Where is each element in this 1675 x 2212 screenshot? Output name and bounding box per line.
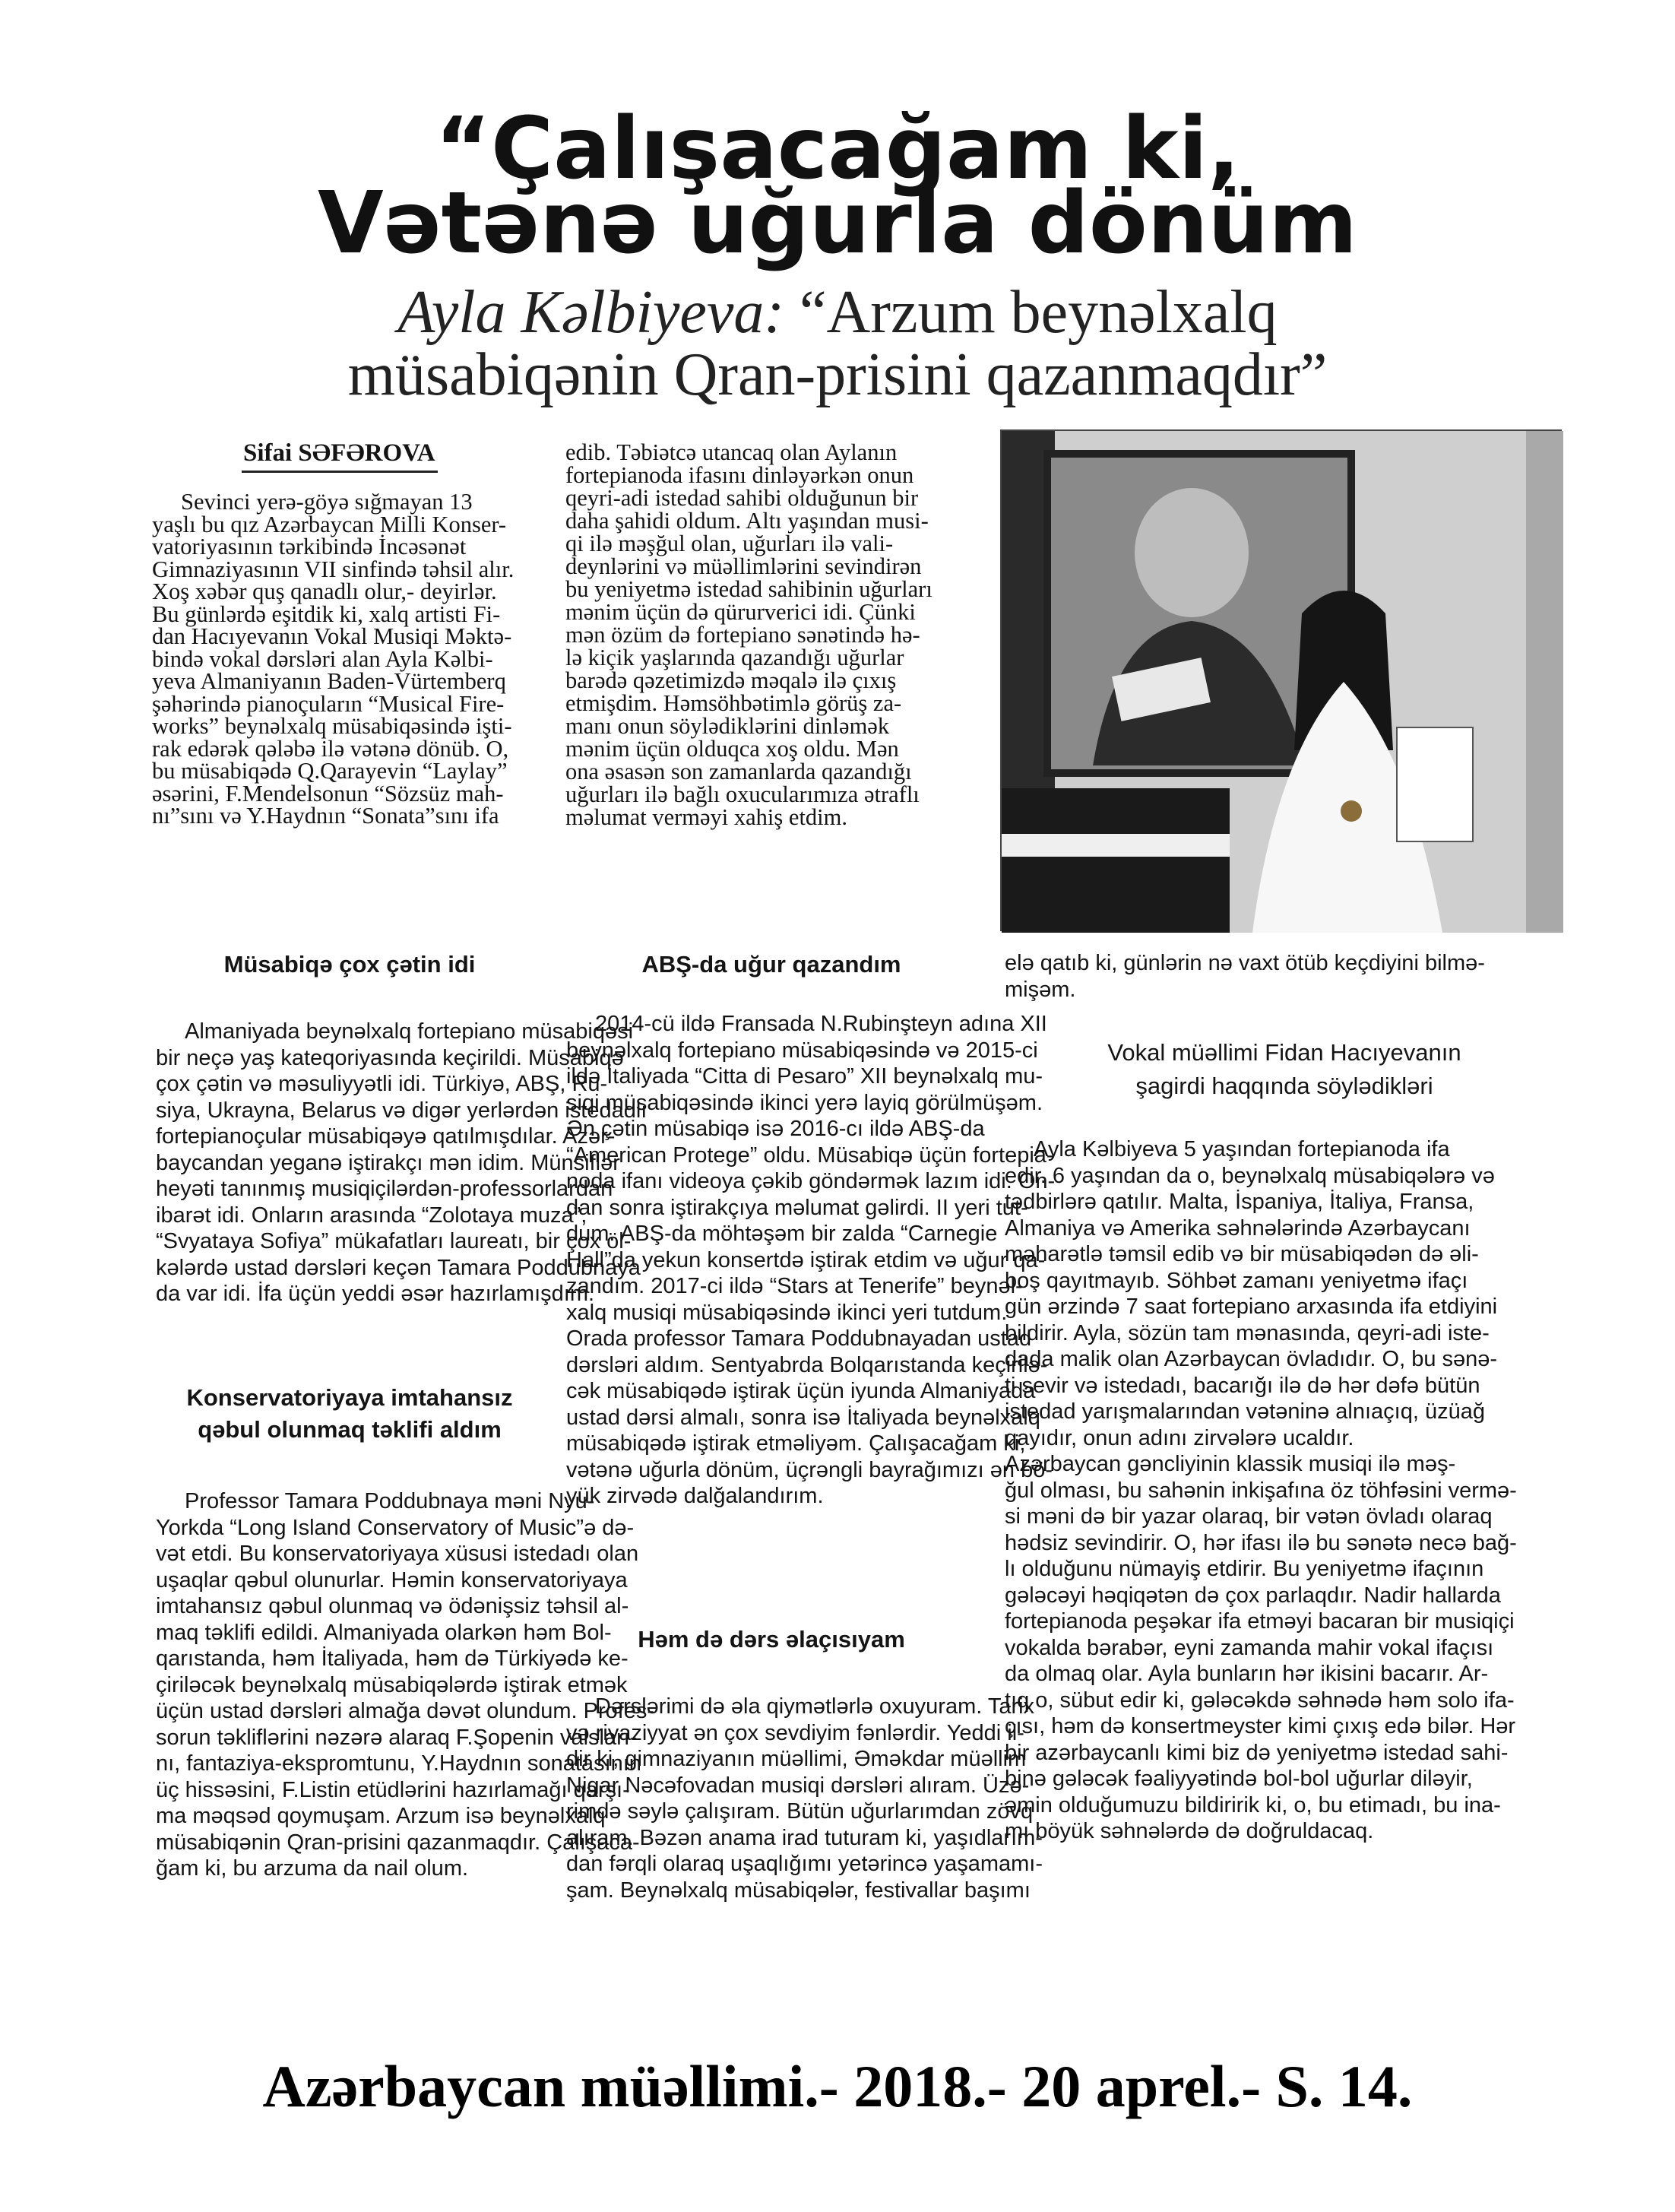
- text-line: vatoriyasının tərkibində İncəsənət: [152, 534, 467, 559]
- text-line: Gimnaziyasının VII sinfində təhsil alır.: [152, 556, 515, 582]
- text-line: lə kiçik yaşlarında qazandığı uğurlar: [565, 645, 904, 670]
- text-line: dərsləri aldım. Sentyabrda Bolqarıstanda keçirilə-: [566, 1352, 1048, 1377]
- heading-line: şagirdi haqqında söylədikləri: [1135, 1073, 1433, 1099]
- article-photo: [1000, 429, 1562, 931]
- text-line: qi ilə məşğul olan, uğurları ilə vali-: [565, 531, 894, 556]
- text-line: ustad dərsi almalı, sonra isə İtaliyada beynəlxalq: [566, 1405, 1040, 1430]
- text-line: ti sevir və istedadı, bacarığı ilə də hər dəfə bütün: [1005, 1373, 1480, 1398]
- section-usa-success-text: [566, 1011, 1056, 1510]
- intro-continued-column: [565, 441, 980, 829]
- text-line: Azərbaycan gəncliyinin klassik musiqi ilə məş-: [1005, 1452, 1456, 1476]
- text-line: xalq musiqi müsabiqəsində ikinci yeri tutdum.: [566, 1300, 1008, 1325]
- text-line: qarıstanda, həm İtaliyada, həm də Türkiyədə ke-: [156, 1646, 629, 1671]
- section-vocal-teacher-text: [1005, 1136, 1567, 1845]
- subheadline-line-2: müsabiqənin Qran-prisini qazanmaqdır”: [347, 341, 1328, 408]
- text-line: Professor Tamara Poddubnaya məni Nyu-: [185, 1489, 595, 1513]
- text-line: imtahansız qəbul olunmaq və ödənişsiz təhsil al-: [156, 1594, 629, 1618]
- text-line: da var idi. İfa üçün yeddi əsər hazırlamışdım.: [156, 1282, 595, 1306]
- text-line: Nigar Nəcəfovadan musiqi dərsləri alıram. Üzə-: [566, 1773, 1030, 1798]
- text-line: manı onun söylədiklərini dinləmək: [565, 713, 890, 739]
- headline-line-2: Vətənə uğurla dönüm: [318, 174, 1357, 273]
- text-line: ibarət idi. Onların arasında “Zolotaya muza”,: [156, 1203, 587, 1228]
- text-line: boş qayıtmayıb. Söhbət zamanı yeniyetmə ifaçı: [1005, 1268, 1468, 1293]
- text-line: Orada professor Tamara Poddubnayadan ustad: [566, 1326, 1032, 1351]
- text-line: mənim üçün olduqca xoş oldu. Mən: [565, 736, 899, 762]
- text-line: dir ki, gimnaziyanın müəllimi, Əməkdar müəllim: [566, 1747, 1027, 1771]
- text-line: yeva Almaniyanın Baden-Vürtemberq: [152, 668, 506, 694]
- text-line: bir azərbaycanlı kimi biz də yeniyetmə istedad sahi-: [1005, 1740, 1509, 1765]
- text-line: şam. Beynəlxalq müsabiqələr, festivallar başımı: [566, 1878, 1031, 1903]
- text-line: ildə İtaliyada “Citta di Pesaro” XII beynəlxalq mu-: [566, 1064, 1043, 1089]
- text-line: edib. Təbiətcə utancaq olan Aylanın: [565, 439, 898, 465]
- text-line: kələrdə ustad dərsləri keçən Tamara Poddubnaya: [156, 1255, 641, 1280]
- text-line: ma məqsəd qoymuşam. Arzum isə beynəlxalq: [156, 1804, 606, 1828]
- text-line: barədə qəzetimizdə məqalə ilə çıxış: [565, 667, 897, 693]
- text-line: siqi müsabiqəsində ikinci yerə layiq görülmüşəm.: [566, 1090, 1043, 1115]
- text-line: Ən çətin müsabiqə isə 2016-cı ildə ABŞ-da: [566, 1117, 985, 1141]
- heading-line: Vokal müəllimi Fidan Hacıyevanın: [1107, 1039, 1461, 1066]
- text-line: zandım. 2017-ci ildə “Stars at Tenerife” beynəl-: [566, 1274, 1023, 1298]
- text-line: baycandan yeganə iştirakçı mən idim. Münsiflər: [156, 1150, 620, 1175]
- text-line: vətənə uğurla dönüm, üçrəngli bayrağımızı ən bö-: [566, 1457, 1053, 1482]
- text-line: alıram. Bəzən anama irad tuturam ki, yaşıdlarım-: [566, 1825, 1043, 1850]
- text-line: müsabiqədə iştirak etməliyəm. Çalışacağam ki,: [566, 1431, 1026, 1456]
- text-line: müsabiqənin Qran-prisini qazanmaqdır. Çalışaca-: [156, 1830, 640, 1855]
- text-line: dum. ABŞ-da möhtəşəm bir zalda “Carnegie: [566, 1222, 998, 1246]
- text-line: mı böyük səhnələrdə də doğruldacaq.: [1005, 1819, 1374, 1843]
- text-line: heyəti tanınmış musiqiçilərdən-professorlardan: [156, 1177, 613, 1201]
- section-excellent-student-text: [566, 1694, 1043, 1903]
- text-line: binə gələcək fəaliyyətində bol-bol uğurlar diləyir,: [1005, 1767, 1473, 1791]
- text-line: ğam ki, bu arzuma da nail olum.: [156, 1856, 469, 1881]
- text-line: çısı, həm də konsertmeyster kimi çıxış edə bilər. Hər: [1005, 1714, 1516, 1738]
- text-line: daha şahidi oldum. Altı yaşından musi-: [565, 508, 929, 534]
- text-line: siya, Ukrayna, Belarus və digər yerlərdən istedadlı: [156, 1098, 648, 1123]
- heading-line: qəbul olunmaq təklifi aldım: [198, 1416, 502, 1443]
- text-line: yük zirvədə dalğalandırım.: [566, 1484, 824, 1508]
- text-line: bu müsabiqədə Q.Qarayevin “Laylay”: [152, 758, 508, 784]
- lead-column: [152, 490, 551, 827]
- text-line: bində vokal dərsləri alan Ayla Kəlbi-: [152, 645, 493, 672]
- text-line: bildirir. Ayla, sözün tam mənasında, qeyri-adi iste-: [1005, 1320, 1490, 1345]
- text-line: da olmaq olar. Ayla bunların hər ikisini bacarır. Ar-: [1005, 1662, 1489, 1686]
- text-line: edir. 6 yaşından da o, beynəlxalq müsabiqələrə və: [1005, 1163, 1495, 1188]
- text-line: çox çətin və məsuliyyətli idi. Türkiyə, ABŞ, Ru-: [156, 1072, 608, 1096]
- text-line: vokalda bərabər, eyni zamanda mahir vokal ifaçısı: [1005, 1635, 1494, 1660]
- text-line: çiriləcək beynəlxalq müsabiqələrdə iştirak etmək: [156, 1672, 628, 1697]
- text-line: Hall”da yekun konsertdə iştirak etdim və uğur qa-: [566, 1247, 1046, 1272]
- text-line: Almaniyada beynəlxalq fortepiano müsabiqəsi: [185, 1019, 634, 1044]
- section-heading-vocal-teacher: [1003, 1036, 1566, 1103]
- text-line: Xoş xəbər quş qanadlı olur,- deyirlər.: [152, 578, 497, 604]
- text-line: rak edərək qələbə ilə vətənə dönüb. O,: [152, 735, 509, 762]
- byline-underline: [242, 471, 438, 473]
- text-line: noda ifanı videoya çəkib göndərmək lazım idi. On-: [566, 1169, 1056, 1193]
- subheadline-quote: “Arzum beynəlxalq: [800, 279, 1278, 346]
- text-line: “American Protege” oldu. Müsabiqə üçün fortepia-: [566, 1142, 1054, 1168]
- text-line: dan sonra iştirakçıya məlumat gəlirdi. II yeri tut-: [566, 1195, 1028, 1220]
- text-line: istedad yarışmalarından vətəninə alnıaçıq, üzüağ: [1005, 1399, 1485, 1424]
- text-line: qeyri-adi istedad sahibi olduğunun bir: [565, 485, 919, 511]
- text-line: elə qatıb ki, günlərin nə vaxt ötüb keçdiyini bilmə-: [1005, 951, 1485, 975]
- text-line: dan fərqli olaraq uşaqlığımı yetərincə yaşamamı-: [566, 1852, 1043, 1876]
- text-line: tədbirlərə qatılır. Malta, İspaniya, İtaliya, Fransa,: [1005, 1190, 1474, 1214]
- text-line: tıq o, sübut edir ki, gələcəkdə səhnədə həm solo ifa-: [1005, 1688, 1515, 1713]
- text-line: rimdə səylə çalışıram. Bütün uğurlarımdan zövq: [566, 1799, 1034, 1824]
- text-line: vət etdi. Bu konservatoriyaya xüsusi istedadı olan: [156, 1542, 639, 1566]
- section-heading-excellent-student: Həm də dərs əlaçısıyam: [638, 1626, 905, 1653]
- text-line: lı olduğunu nümayiş etdirir. Bu yeniyetmə ifaçının: [1005, 1557, 1484, 1581]
- text-line: və riyaziyyat ən çox sevdiyim fənlərdir. Yeddi il-: [566, 1720, 1024, 1745]
- text-line: etmişdim. Həmsöhbətimlə görüş za-: [565, 690, 902, 716]
- subheadline-line-1: [0, 278, 1675, 347]
- text-line: mənim üçün də qürurverici idi. Çünki: [565, 599, 916, 625]
- column3-continuation-text: [1005, 950, 1567, 1003]
- text-line: 2014-cü ildə Fransada N.Rubinşteyn adına XII: [595, 1012, 1047, 1036]
- text-line: uğurları ilə bağlı oxucularımıza ətraflı: [565, 781, 920, 807]
- section-heading-contest-hard: Müsabiqə çox çətin idi: [223, 951, 476, 978]
- text-line: Bu günlərdə eşitdik ki, xalq artisti Fi-: [152, 601, 501, 627]
- text-line: cək müsabiqədə iştirak üçün iyunda Almaniyada: [566, 1379, 1036, 1403]
- text-line: əsərini, F.Mendelsonun “Sözsüz mah-: [152, 780, 504, 807]
- text-line: works” beynəlxalq müsabiqəsində işti-: [152, 713, 512, 739]
- text-line: beynəlxalq fortepiano müsabiqəsində və 2015-ci: [566, 1038, 1038, 1063]
- text-line: bu yeniyetmə istedad sahibinin uğurları: [565, 576, 932, 602]
- publication-citation: Azərbaycan müəllimi.- 2018.- 20 aprel.- S. 14.: [262, 2053, 1413, 2119]
- text-line: üçün ustad dərsləri almağa dəvət olundum. Profes-: [156, 1699, 655, 1723]
- text-line: fortepianoda ifasını dinləyərkən onun: [565, 462, 914, 488]
- text-line: dada malik olan Azərbaycan övladıdır. O, bu sənə-: [1005, 1347, 1498, 1371]
- text-line: deynlərini və müəllimlərini sevindirən: [565, 553, 922, 579]
- text-line: ona əsasən son zamanlarda qazandığı: [565, 759, 912, 784]
- text-line: maq təklifi edildi. Almaniyada olarkən həm Bol-: [156, 1620, 612, 1645]
- text-line: qayıdır, onun adını zirvələrə ucaldır.: [1005, 1425, 1354, 1450]
- text-line: Yorkda “Long Island Conservatory of Music”ə də-: [156, 1515, 635, 1540]
- text-line: mən özüm də fortepiano sənətində hə-: [565, 622, 920, 648]
- heading-line: Konservatoriyaya imtahansız: [186, 1384, 513, 1411]
- text-line: gələcəyi həqiqətən də çox parlaqdır. Nadir hallarda: [1005, 1583, 1501, 1608]
- headline-line-1: “Çalışacağam ki,: [435, 100, 1240, 198]
- text-line: Dərslərimi də əla qiymətlərlə oxuyuram. Tarix: [595, 1694, 1035, 1719]
- text-line: sorun təkliflərini nəzərə alaraq F.Şopenin valsları-: [156, 1725, 638, 1750]
- text-line: məlumat verməyi xahiş etdim.: [565, 804, 847, 830]
- text-line: dan Hacıyevanın Vokal Musiqi Məktə-: [152, 623, 512, 649]
- text-line: nı, fantaziya-ekspromtunu, Y.Haydnın sonatasının: [156, 1751, 641, 1776]
- photo-illustration: [1002, 431, 1563, 933]
- text-line: ğul olması, bu sahənin inkişafına öz töhfəsini vermə-: [1005, 1478, 1517, 1503]
- text-line: üç hissəsini, F.Listin etüdlərini hazırlamağı qarşı-: [156, 1777, 630, 1802]
- section-conservatory-text: [156, 1488, 655, 1882]
- text-line: hədsiz sevindirir. O, hər ifası ilə bu sənətə necə bağ-: [1005, 1530, 1517, 1555]
- text-line: bir neçə yaş kateqoriyasında keçirildi. Müsabiqə: [156, 1045, 624, 1070]
- text-line: gün ərzində 7 saat fortepiano arxasında ifa etdiyini: [1005, 1295, 1498, 1319]
- text-line: Ayla Kəlbiyeva 5 yaşından fortepianoda ifa: [1034, 1137, 1450, 1161]
- byline: Sifai SƏFƏROVA: [243, 439, 435, 467]
- text-line: əmin olduğumuzu bildiririk ki, o, bu etimadı, bu ina-: [1005, 1792, 1501, 1817]
- text-line: Almaniya və Amerika səhnələrində Azərbaycanı: [1005, 1215, 1471, 1241]
- text-line: mişəm.: [1005, 977, 1076, 1002]
- section-heading-usa-success: ABŞ-da uğur qazandım: [641, 951, 901, 978]
- text-line: fortepianoçular müsabiqəyə qatılmışdılar. Azər-: [156, 1124, 616, 1149]
- subheadline-name: Ayla Kəlbiyeva:: [397, 279, 785, 346]
- text-line: yaşlı bu qız Azərbaycan Milli Konser-: [152, 511, 507, 537]
- text-line: fortepianoda peşəkar ifa etməyi bacaran bir musiqiçi: [1005, 1609, 1515, 1634]
- text-line: nı”sını və Y.Haydnın “Sonata”sını ifa: [152, 803, 499, 829]
- text-line: Sevinci yerə-göyə sığmayan 13: [181, 489, 473, 515]
- text-line: uşaqlar qəbul olunurlar. Həmin konservatoriyaya: [156, 1567, 628, 1592]
- text-line: “Svyataya Sofiya” mükafatları laureatı, bir çox öl-: [156, 1229, 632, 1253]
- text-line: məharətlə təmsil edib və bir müsabiqədən də əli-: [1005, 1242, 1479, 1266]
- text-line: si məni də bir yazar olaraq, bir vətən övladı olaraq: [1005, 1504, 1493, 1529]
- section-contest-hard-text: [156, 1019, 648, 1307]
- text-line: şəhərində pianoçuların “Musical Fire-: [152, 690, 505, 717]
- section-heading-conservatory: [152, 1382, 547, 1446]
